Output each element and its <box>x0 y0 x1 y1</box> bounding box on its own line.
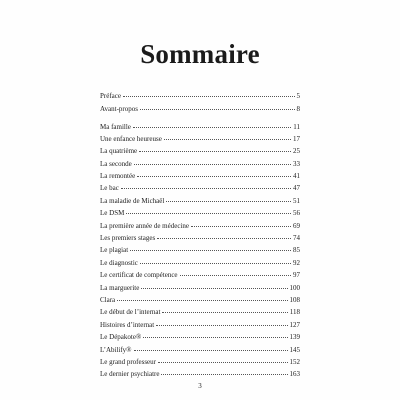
toc-dot-leader <box>141 287 287 289</box>
toc-entry-title: Avant-propos <box>100 104 138 113</box>
toc-entry-title: Le diagnostic <box>100 258 138 267</box>
toc-dot-leader <box>130 249 291 251</box>
toc-dot-leader <box>140 108 295 110</box>
toc-dot-leader <box>143 336 287 338</box>
toc-entry-page: 56 <box>293 209 300 218</box>
toc-entry-page: 100 <box>289 283 300 292</box>
toc-dot-leader <box>123 95 295 97</box>
toc-dot-leader <box>134 349 288 351</box>
toc-entry-title: Le plagiat <box>100 246 129 255</box>
toc-entry-title: La seconde <box>100 159 132 168</box>
toc-entry-page: 152 <box>289 357 300 366</box>
toc-entry-page: 92 <box>293 258 300 267</box>
toc-dot-leader <box>164 138 291 140</box>
toc-entry-title: Le dernier psychiatre <box>100 370 160 379</box>
toc-entry <box>100 358 300 370</box>
toc-entry <box>100 172 300 184</box>
toc-entry-title: Le Dépakote® <box>100 333 142 342</box>
toc-entry-page: 139 <box>289 333 300 342</box>
toc-entry-page: 145 <box>289 345 300 354</box>
toc-entry-title: Le grand professeur <box>100 357 156 366</box>
toc-entry <box>100 147 300 159</box>
toc-entry-page: 33 <box>293 159 300 168</box>
toc-dot-leader <box>156 324 287 326</box>
toc-entry <box>100 222 300 234</box>
toc-dot-leader <box>121 187 291 189</box>
toc-entry-title: Les premiers stages <box>100 234 156 243</box>
toc-entry-page: 118 <box>289 308 300 317</box>
toc-dot-leader <box>166 200 291 202</box>
toc-entry-page: 17 <box>293 134 300 143</box>
toc-entry <box>100 259 300 271</box>
toc-entry-page: 97 <box>293 271 300 280</box>
toc-entry-page: 108 <box>289 295 300 304</box>
toc-entry <box>100 246 300 258</box>
toc-entry-title: Histoires d’internat <box>100 320 155 329</box>
toc-entry-page: 47 <box>293 184 300 193</box>
toc-entry <box>100 271 300 283</box>
toc-entry-title: Une enfance heureuse <box>100 134 162 143</box>
toc-dot-leader <box>133 126 291 128</box>
toc-entry-title: Le début de l’internat <box>100 308 161 317</box>
toc-entry <box>100 197 300 209</box>
toc-entry-title: Le DSM <box>100 209 125 218</box>
toc-entry-page: 8 <box>296 104 300 113</box>
toc-entry <box>100 105 300 118</box>
toc-dot-leader <box>180 274 291 276</box>
toc-entry <box>100 234 300 246</box>
toc-entry-page: 69 <box>293 221 300 230</box>
toc-dot-leader <box>140 262 291 264</box>
toc-entry-title: La remontée <box>100 172 136 181</box>
toc-dot-leader <box>126 212 291 214</box>
toc-entry <box>100 296 300 308</box>
toc-entry <box>100 209 300 221</box>
toc-entry <box>100 284 300 296</box>
toc-entry <box>100 184 300 196</box>
page-number: 3 <box>198 382 202 390</box>
toc-entry-page: 85 <box>293 246 300 255</box>
toc-entry <box>100 92 300 105</box>
toc-entry-page: 74 <box>293 234 300 243</box>
toc-entry <box>100 346 300 358</box>
toc-entry-page: 41 <box>293 172 300 181</box>
toc-dot-leader <box>161 373 287 375</box>
toc-entry-title: La première année de médecine <box>100 221 190 230</box>
toc-dot-leader <box>158 361 288 363</box>
toc-entry <box>100 333 300 345</box>
toc-entry <box>100 135 300 147</box>
toc-chapters <box>100 123 300 383</box>
toc-entry-page: 127 <box>289 320 300 329</box>
toc-entry-title: La marguerite <box>100 283 140 292</box>
toc-entry-title: La quatrième <box>100 147 138 156</box>
toc-dot-leader <box>134 163 291 165</box>
toc-entry-page: 163 <box>289 370 300 379</box>
toc-dot-leader <box>137 175 291 177</box>
toc-entry-page: 25 <box>293 147 300 156</box>
toc-dot-leader <box>139 150 291 152</box>
toc-front-matter <box>100 92 300 117</box>
toc-entry-page: 11 <box>293 122 300 131</box>
toc-entry-title: Préface <box>100 92 121 100</box>
toc-entry <box>100 160 300 172</box>
toc-entry <box>100 308 300 320</box>
toc-dot-leader <box>117 299 287 301</box>
toc-entry-title: Le bac <box>100 184 119 193</box>
toc-dot-leader <box>162 311 287 313</box>
toc-entry-page: 51 <box>293 196 300 205</box>
toc-entry-title: Le certificat de compétence <box>100 271 178 280</box>
toc-entry <box>100 321 300 333</box>
toc-entry-title: Clara <box>100 295 116 304</box>
toc-entry-title: La maladie de Michaël <box>100 196 165 205</box>
toc-entry <box>100 123 300 135</box>
toc-entry-title: L’Abilify® <box>100 345 132 354</box>
toc-entry-page: 5 <box>296 92 300 100</box>
toc-entry-title: Ma famille <box>100 122 131 131</box>
toc-dot-leader <box>191 225 291 227</box>
toc-entry <box>100 370 300 382</box>
toc-dot-leader <box>157 237 291 239</box>
page-title: Sommaire <box>140 39 260 69</box>
